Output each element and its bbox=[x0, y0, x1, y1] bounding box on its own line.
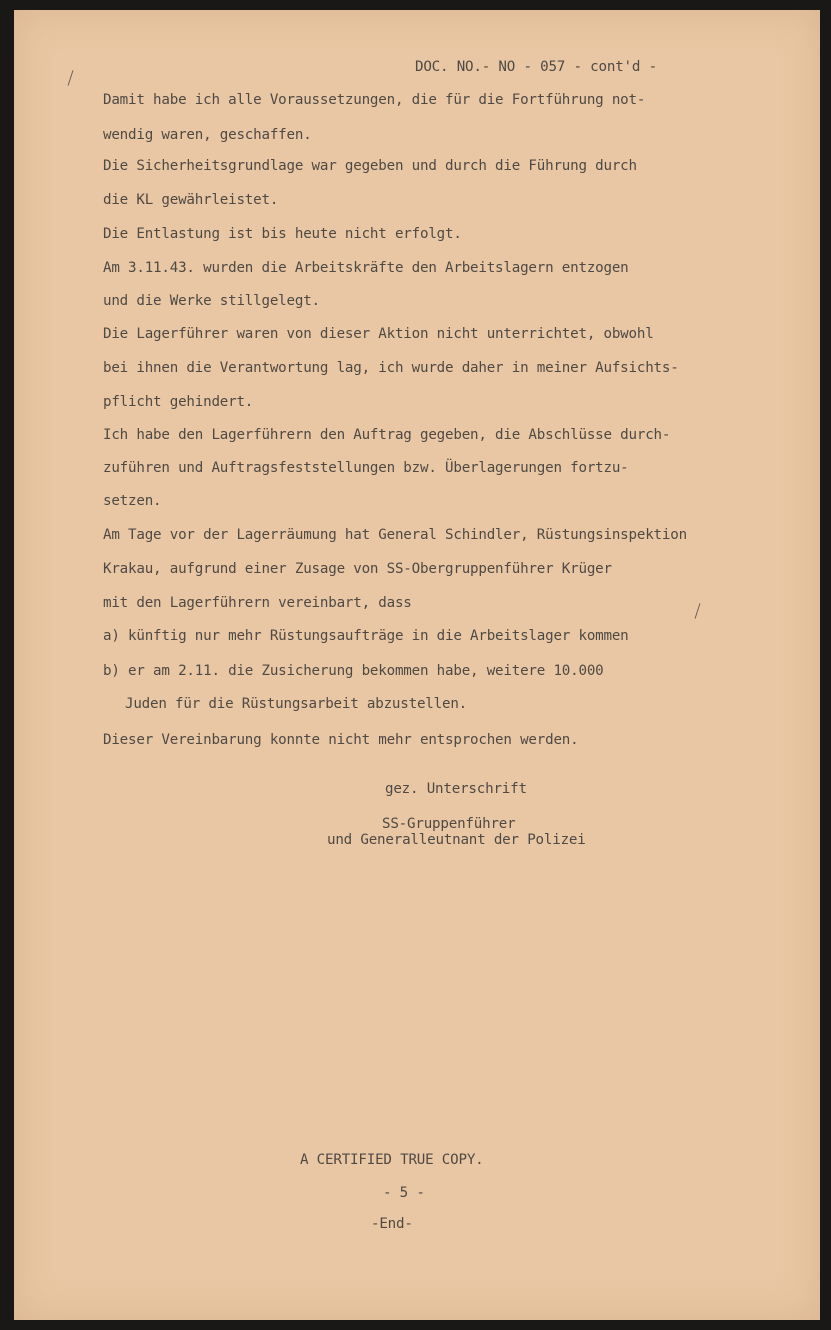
page-number: - 5 - bbox=[383, 1185, 425, 1201]
doc-reference: DOC. NO.- NO - 057 - cont'd - bbox=[415, 59, 657, 75]
body-line: mit den Lagerführern vereinbart, dass bbox=[103, 595, 412, 611]
body-line: setzen. bbox=[103, 493, 162, 509]
signature-title: und Generalleutnant der Polizei bbox=[327, 832, 586, 848]
body-line: wendig waren, geschaffen. bbox=[103, 127, 312, 143]
body-line: die KL gewährleistet. bbox=[103, 192, 279, 208]
signature-rank: SS-Gruppenführer bbox=[382, 816, 516, 832]
body-line: Damit habe ich alle Voraussetzungen, die für die Fortführung not- bbox=[103, 92, 646, 108]
body-line: Die Sicherheitsgrundlage war gegeben und durch die Führung durch bbox=[103, 158, 637, 174]
body-line: Die Lagerführer waren von dieser Aktion nicht unterrichtet, obwohl bbox=[103, 326, 654, 342]
body-line: bei ihnen die Verantwortung lag, ich wurde daher in meiner Aufsichts- bbox=[103, 360, 679, 376]
certified-copy: A CERTIFIED TRUE COPY. bbox=[300, 1152, 484, 1168]
body-line: Ich habe den Lagerführern den Auftrag gegeben, die Abschlüsse durch- bbox=[103, 427, 671, 443]
signature-signed: gez. Unterschrift bbox=[385, 781, 527, 797]
end-mark: -End- bbox=[371, 1216, 413, 1232]
body-line: Die Entlastung ist bis heute nicht erfolgt. bbox=[103, 226, 462, 242]
body-line: und die Werke stillgelegt. bbox=[103, 293, 320, 309]
body-line: b) er am 2.11. die Zusicherung bekommen habe, weitere 10.000 bbox=[103, 663, 604, 679]
body-line: pflicht gehindert. bbox=[103, 394, 254, 410]
body-line: Am Tage vor der Lagerräumung hat General Schindler, Rüstungsinspektion bbox=[103, 527, 687, 543]
body-line: Am 3.11.43. wurden die Arbeitskräfte den Arbeitslagern entzogen bbox=[103, 260, 629, 276]
body-line: a) künftig nur mehr Rüstungsaufträge in die Arbeitslager kommen bbox=[103, 628, 629, 644]
body-line: Krakau, aufgrund einer Zusage von SS-Obergruppenführer Krüger bbox=[103, 561, 612, 577]
body-line: Dieser Vereinbarung konnte nicht mehr entsprochen werden. bbox=[103, 732, 579, 748]
body-line: zuführen und Auftragsfeststellungen bzw. Überlagerungen fortzu- bbox=[103, 460, 629, 476]
body-line: Juden für die Rüstungsarbeit abzustellen. bbox=[125, 696, 468, 712]
